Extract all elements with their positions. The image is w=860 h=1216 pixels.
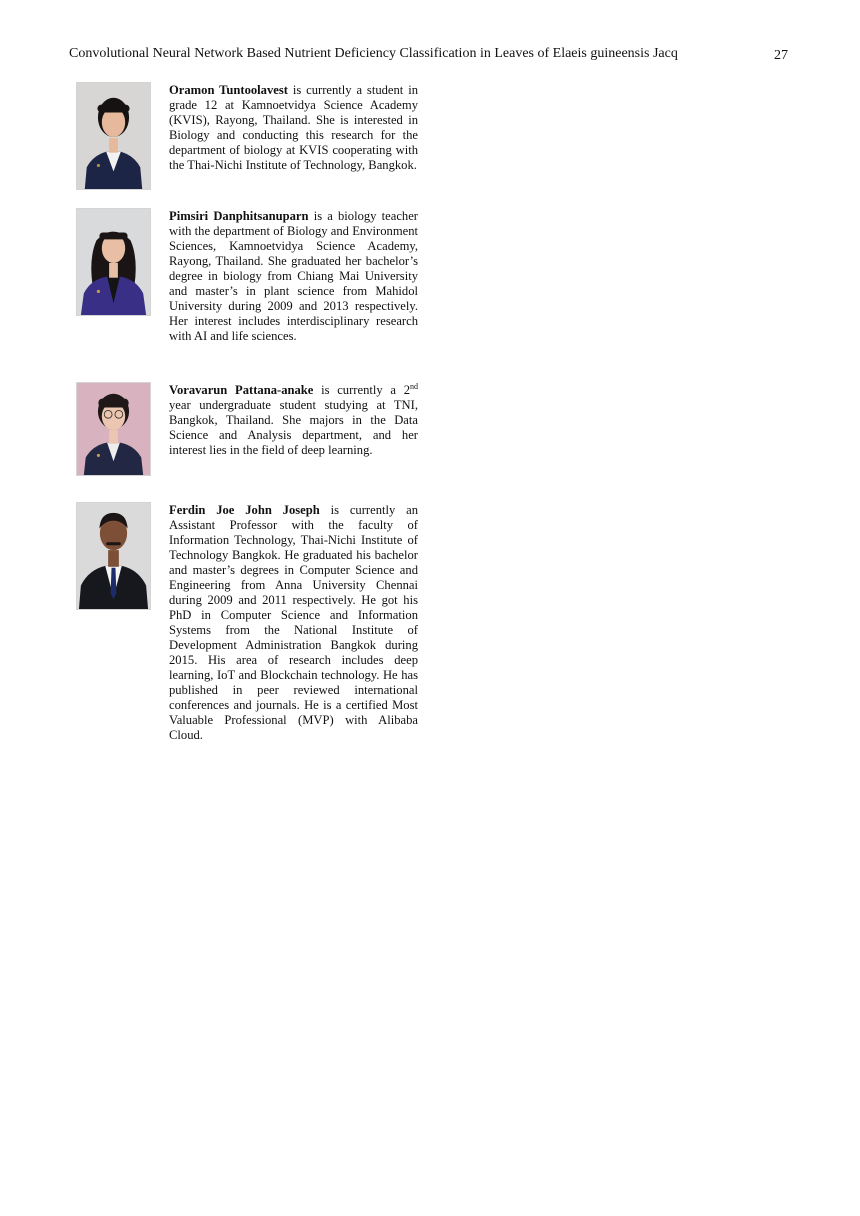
running-header: Convolutional Neural Network Based Nutrient Deficiency Classification in Leaves of Elaeis guineensis Jacq bbox=[69, 46, 678, 61]
bio-text-4 bbox=[169, 503, 418, 743]
photo-neck bbox=[109, 138, 118, 153]
author-photo-3 bbox=[76, 382, 151, 476]
photo-fringe bbox=[99, 233, 127, 240]
bio-text-1 bbox=[169, 83, 418, 173]
photo-badge bbox=[97, 164, 100, 167]
author-bio-4 bbox=[76, 502, 418, 742]
page-number: 27 bbox=[774, 48, 788, 63]
bio-description-2: is a biology teacher with the department of Biology and Environment Sciences, Kamnoetvidya Science Academy, Rayong, Thailand. She graduated her bachelor’s degree in biology from Chiang Mai University and master’s in plant science from Mahidol University during 2009 and 2013 respectively. Her interest includes interdisciplinary research with AI and life sciences. bbox=[169, 209, 418, 343]
photo-fringe bbox=[98, 399, 128, 408]
photo-moustache bbox=[106, 542, 121, 545]
author-bio-3 bbox=[76, 382, 418, 478]
author-name-2: Pimsiri Danphitsanuparn bbox=[169, 209, 309, 223]
photo-badge bbox=[97, 454, 100, 457]
photo-neck bbox=[108, 550, 119, 567]
photo-fringe bbox=[97, 105, 129, 113]
bio-description-3-part-2: year undergraduate student studying at TNI, Bangkok, Thailand. She majors in the Data Science and Analysis department, and her interest lies in the field of deep learning. bbox=[169, 398, 418, 457]
author-photo-4 bbox=[76, 502, 151, 610]
author-name-1: Oramon Tuntoolavest bbox=[169, 83, 288, 97]
author-name-3: Voravarun Pattana-anake bbox=[169, 383, 314, 397]
bio-description-1: is currently a student in grade 12 at Kamnoetvidya Science Academy (KVIS), Rayong, Thailand. She is interested in Biology and conducting this research for the department of biology at KVIS cooperating with the Thai-Nichi Institute of Technology, Bangkok. bbox=[169, 83, 418, 172]
bio-text-3 bbox=[169, 383, 418, 458]
author-photo-2 bbox=[76, 208, 151, 316]
bio-description-3-part-1: is currently a 2 bbox=[313, 383, 410, 397]
bio-description-4: is currently an Assistant Professor with the faculty of Information Technology, Thai-Nichi Institute of Technology Bangkok. He graduated his bachelor and master’s degrees in Computer Science and Engineering from Anna University Chennai during 2009 and 2011 respectively. He got his PhD in Computer Science and Information Systems from the National Institute of Development Administration Bangkok during 2015. His area of research includes deep learning, IoT and Blockchain technology. He has published in peer reviewed international conferences and journals. He is a certified Most Valuable Professional (MVP) with Alibaba Cloud. bbox=[169, 503, 419, 742]
author-bio-2 bbox=[76, 208, 418, 364]
photo-tie bbox=[111, 568, 117, 599]
photo-neck bbox=[109, 263, 118, 278]
author-photo-1 bbox=[76, 82, 151, 190]
photo-neck bbox=[109, 430, 118, 444]
bio-text-2 bbox=[169, 209, 418, 344]
ordinal-suffix: nd bbox=[410, 381, 418, 391]
author-bio-1 bbox=[76, 82, 418, 192]
author-name-4: Ferdin Joe John Joseph bbox=[169, 503, 320, 517]
photo-badge bbox=[97, 290, 100, 293]
